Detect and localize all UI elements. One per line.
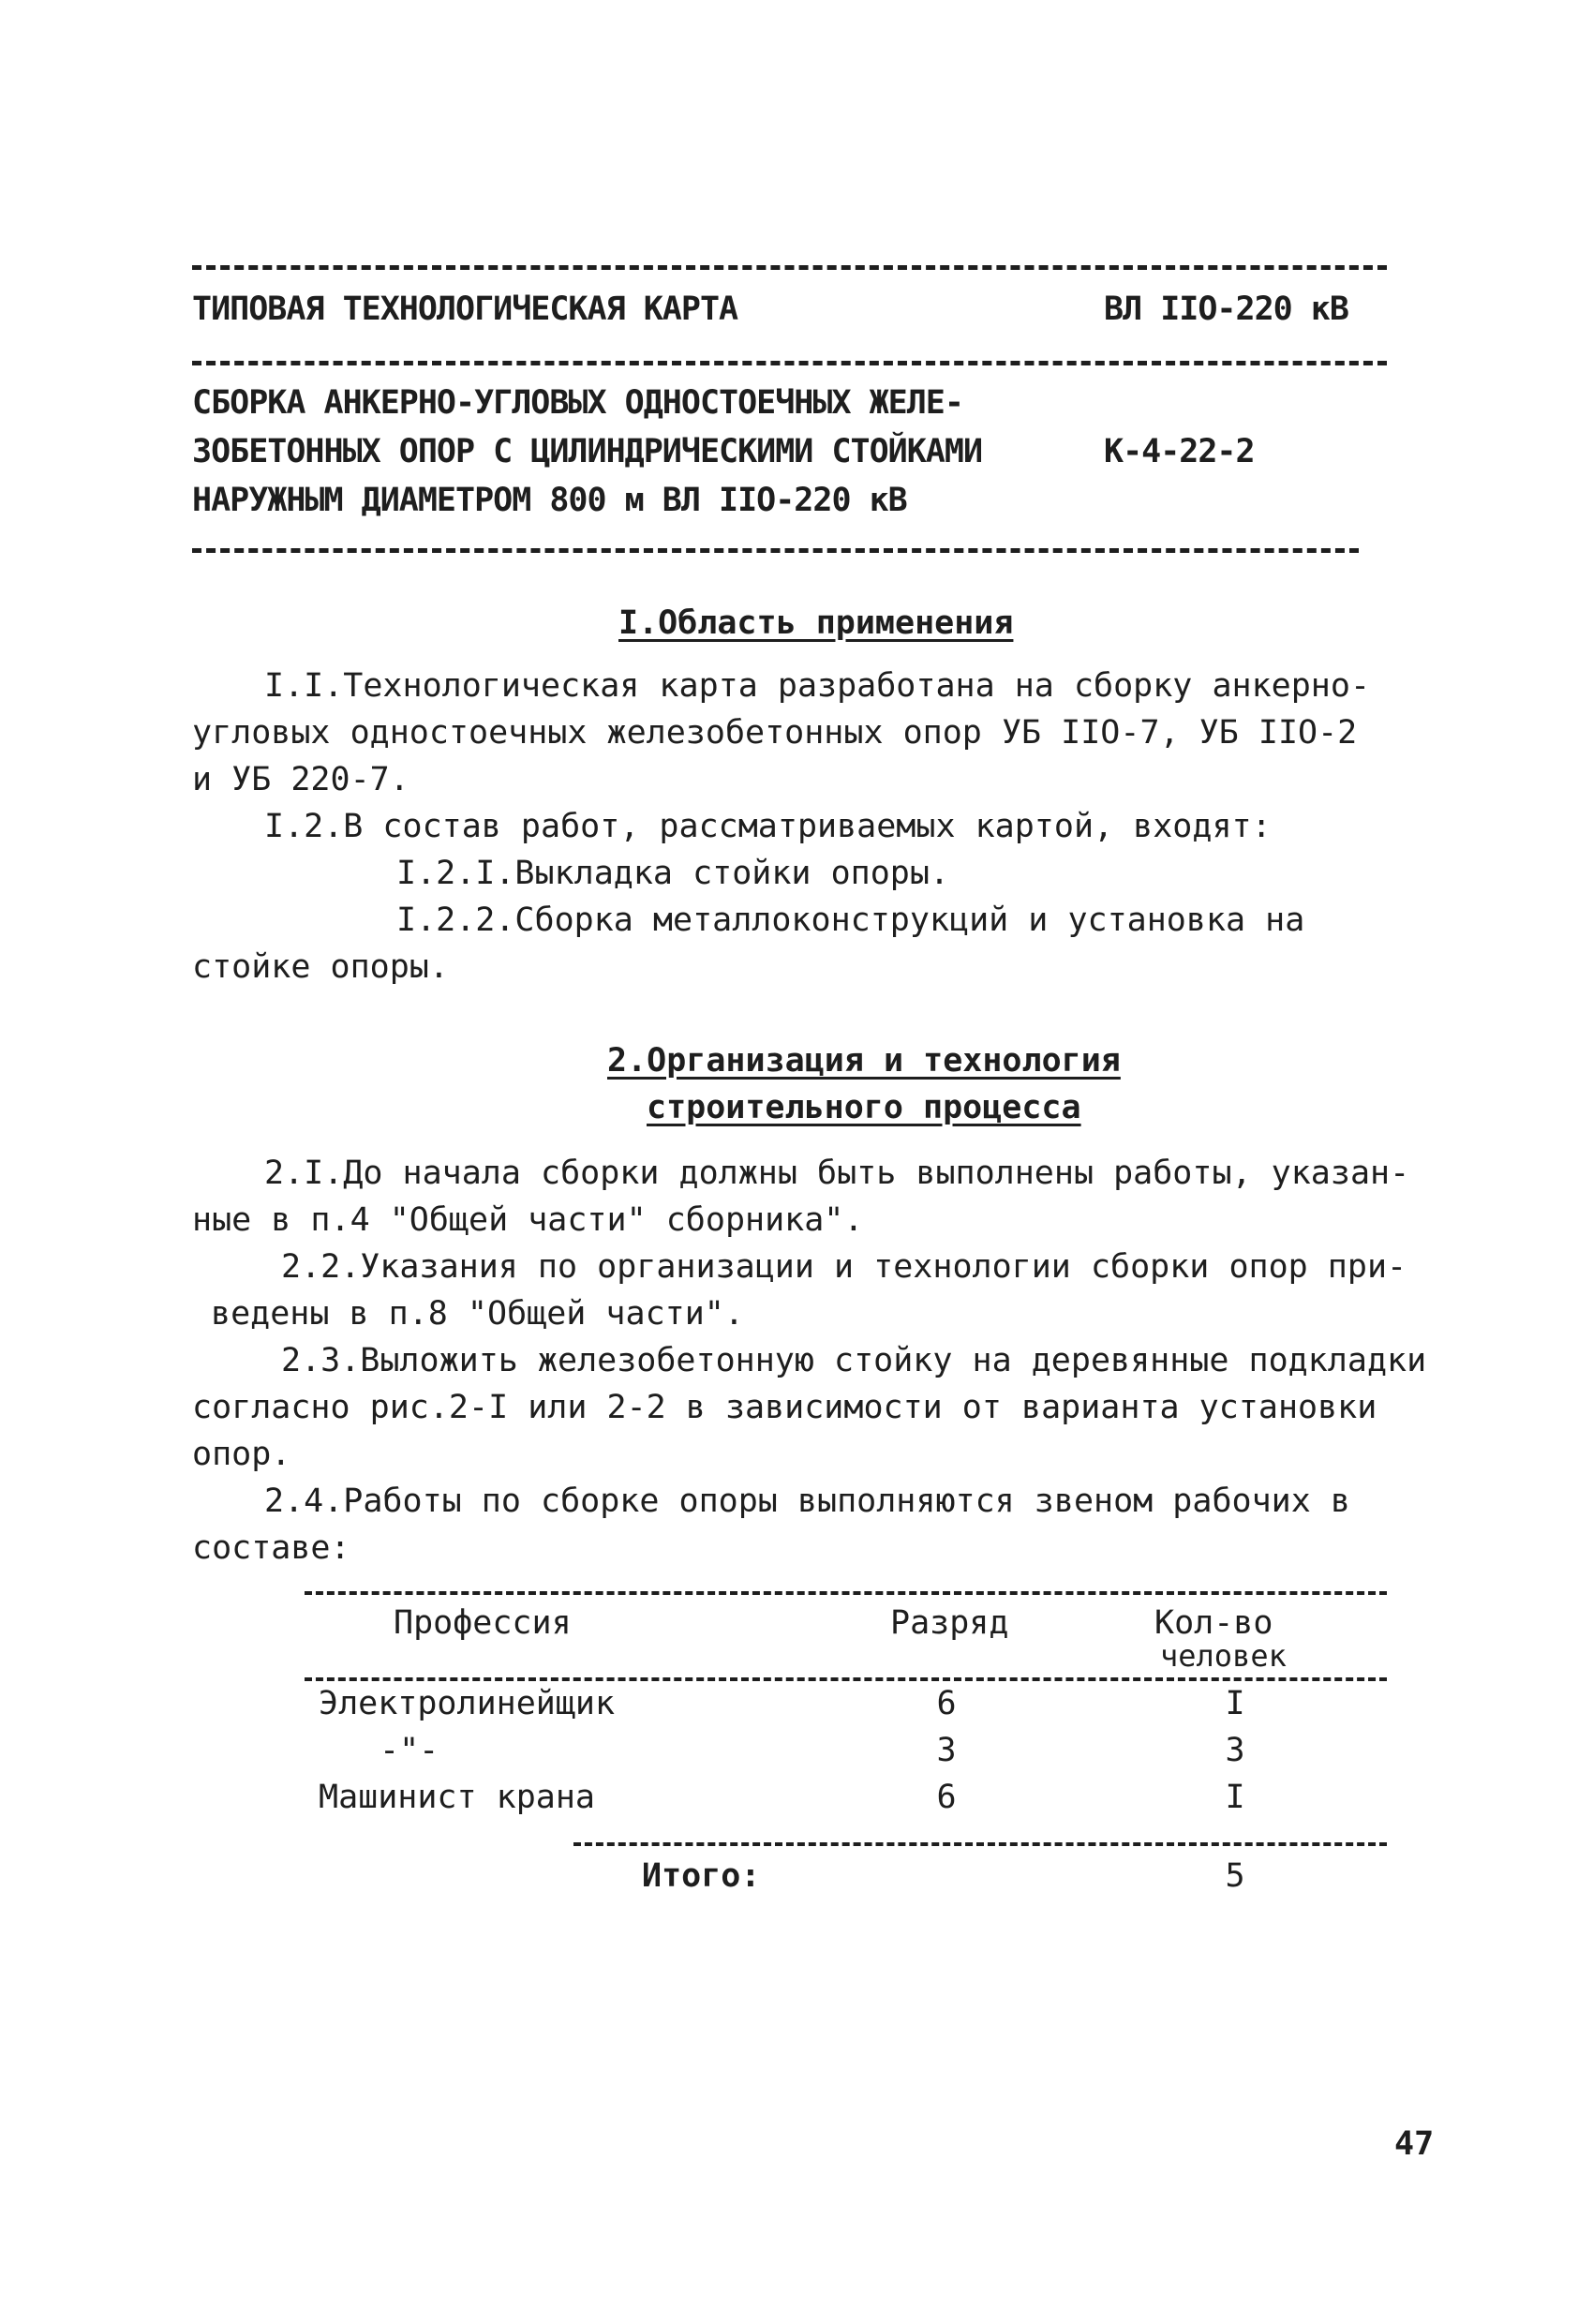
para-1-2-2-line-2: стойке опоры.	[192, 948, 449, 986]
card-number: К-4-22-2	[1104, 433, 1255, 470]
crew-header-profession: Профессия	[394, 1604, 572, 1642]
para-2-3-line-1: 2.3.Выложить железобетонную стойку на деревянные подкладки	[281, 1342, 1427, 1379]
para-2-4-line-2: составе:	[192, 1529, 350, 1567]
para-1-2-2-line-1: I.2.2.Сборка металлоконструкций и установка на	[396, 901, 1305, 939]
para-2-2-line-1: 2.2.Указания по организации и технологии сборки опор при-	[281, 1248, 1407, 1286]
para-2-1-line-1: 2.I.До начала сборки должны быть выполнены работы, указан-	[264, 1155, 1410, 1192]
para-1-1-line-1: I.I.Технологическая карта разработана на сборку анкерно-	[264, 667, 1371, 705]
crew-row-profession: Машинист крана	[319, 1779, 596, 1816]
para-2-1-line-2: ные в п.4 "Общей части" сборника".	[192, 1201, 864, 1239]
para-1-2: I.2.В состав работ, рассматриваемых картой, входят:	[264, 808, 1272, 845]
subject-line-2: ЗОБЕТОННЫХ ОПОР С ЦИЛИНДРИЧЕСКИМИ СТОЙКАМИ	[192, 433, 983, 470]
section-2-title-line-2: строительного процесса	[647, 1089, 1081, 1126]
crew-header-grade: Разряд	[890, 1604, 1009, 1642]
crew-header-count-line-2: человек	[1160, 1638, 1287, 1674]
para-2-3-line-3: опор.	[192, 1436, 291, 1473]
crew-total-value: 5	[1225, 1857, 1245, 1895]
header-mid-rule	[192, 361, 1387, 365]
crew-row-count: I	[1225, 1685, 1245, 1722]
header-bottom-rule	[192, 548, 1359, 553]
subject-line-1: СБОРКА АНКЕРНО-УГЛОВЫХ ОДНОСТОЕЧНЫХ ЖЕЛЕ-	[192, 384, 963, 422]
para-1-2-1: I.2.I.Выкладка стойки опоры.	[396, 855, 950, 892]
crew-row-grade: 6	[936, 1779, 957, 1816]
para-2-4-line-1: 2.4.Работы по сборке опоры выполняются звеном рабочих в	[264, 1482, 1350, 1520]
crew-table-top-rule	[305, 1591, 1387, 1595]
crew-row-grade: 6	[936, 1685, 957, 1722]
crew-row-grade: 3	[936, 1732, 957, 1769]
section-1-title: I.Область применения	[618, 604, 1014, 642]
crew-table-total-rule	[573, 1842, 1387, 1846]
crew-header-count-line-1: Кол-во	[1154, 1604, 1273, 1642]
crew-total-label: Итого:	[642, 1857, 761, 1895]
subject-line-3: НАРУЖНЫМ ДИАМЕТРОМ 800 м ВЛ IIО-220 кВ	[192, 482, 907, 519]
crew-row-profession: -"-	[380, 1732, 439, 1769]
crew-row-profession: Электролинейщик	[319, 1685, 616, 1722]
crew-table-header-rule	[305, 1677, 1387, 1681]
para-2-3-line-2: согласно рис.2-I или 2-2 в зависимости от варианта установки	[192, 1389, 1377, 1426]
para-2-2-line-2: ведены в п.8 "Общей части".	[211, 1295, 744, 1333]
para-1-1-line-3: и УБ 220-7.	[192, 761, 409, 798]
para-1-1-line-2: угловых одностоечных железобетонных опор УБ IIО-7, УБ IIО-2	[192, 714, 1358, 752]
section-2-title-text-1: 2.Организация и технология	[607, 1042, 1121, 1080]
line-voltage-code: ВЛ IIО-220 кВ	[1104, 290, 1348, 328]
page-number: 47	[1394, 2125, 1435, 2163]
header-top-rule	[192, 265, 1387, 270]
crew-row-count: 3	[1225, 1732, 1245, 1769]
section-2-title-line-1	[607, 1042, 1121, 1080]
card-type-title: ТИПОВАЯ ТЕХНОЛОГИЧЕСКАЯ КАРТА	[192, 290, 738, 328]
crew-row-count: I	[1225, 1779, 1245, 1816]
